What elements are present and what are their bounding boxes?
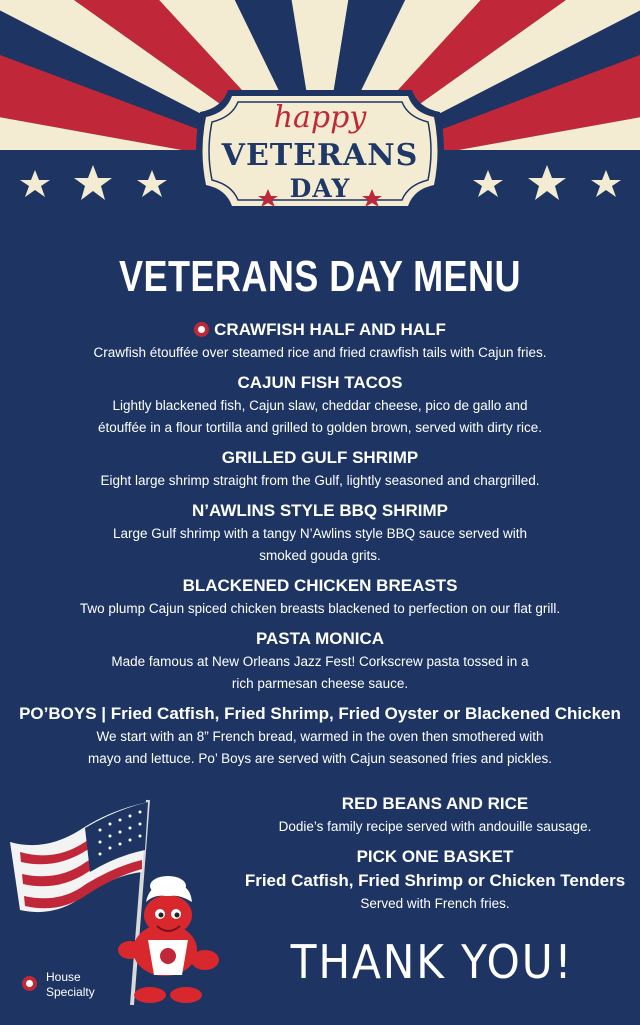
thank-you-text: THANK YOU! — [290, 935, 574, 989]
item-name: GRILLED GULF SHRIMP — [221, 448, 419, 467]
item-desc: rich parmesan cheese sauce. — [231, 676, 409, 691]
item-name: PICK ONE BASKET — [356, 847, 514, 866]
item-desc: smoked gouda grits. — [259, 548, 381, 563]
menu-item — [0, 446, 640, 492]
legend-line-1: House — [46, 970, 81, 984]
item-desc: étouffée in a flour tortilla and grilled to golden brown, served with dirty rice. — [98, 420, 542, 435]
item-desc: Large Gulf shrimp with a tangy N’Awlins style BBQ sauce served with — [113, 526, 527, 541]
item-subname: Fried Catfish, Fried Shrimp or Chicken Tenders — [244, 871, 626, 890]
item-name: RED BEANS AND RICE — [341, 794, 529, 813]
item-desc: mayo and lettuce. Po’ Boys are served with Cajun seasoned fries and pickles. — [88, 751, 552, 766]
house-specialty-icon — [22, 976, 37, 991]
item-desc: Dodie’s family recipe served with andouille sausage. — [278, 819, 592, 834]
item-desc: Made famous at New Orleans Jazz Fest! Corkscrew pasta tossed in a — [111, 654, 529, 669]
badge-veterans: VETERANS — [221, 138, 419, 173]
item-name: N’AWLINS STYLE BBQ SHRIMP — [192, 501, 448, 520]
item-name: PASTA MONICA — [255, 629, 385, 648]
item-name: CRAWFISH HALF AND HALF — [214, 320, 446, 339]
item-desc: Crawfish étouffée over steamed rice and fried crawfish tails with Cajun fries. — [93, 345, 547, 360]
item-name: BLACKENED CHICKEN BREASTS — [182, 576, 458, 595]
item-name: CAJUN FISH TACOS — [237, 373, 403, 392]
menu-title: VETERANS DAY MENU — [119, 252, 521, 301]
menu-item — [0, 318, 640, 364]
item-desc: Lightly blackened fish, Cajun slaw, cheddar cheese, pico de gallo and — [112, 398, 528, 413]
menu-item — [240, 845, 630, 915]
right-menu-items — [240, 792, 630, 922]
legend — [22, 970, 95, 1000]
item-desc: Served with French fries. — [360, 896, 510, 911]
badge-day: DAY — [289, 174, 351, 203]
item-desc: Two plump Cajun spiced chicken breasts blackened to perfection on our flat grill. — [79, 601, 561, 616]
item-name: PO’BOYS | Fried Catfish, Fried Shrimp, Fried Oyster or Blackened Chicken — [19, 704, 621, 723]
badge — [188, 86, 452, 216]
menu-item — [0, 499, 640, 567]
menu-item — [0, 371, 640, 439]
menu-item — [0, 574, 640, 620]
legend-line-2: Specialty — [46, 985, 95, 999]
menu-items — [0, 318, 640, 777]
menu-item — [0, 702, 640, 770]
item-desc: Eight large shrimp straight from the Gulf, lightly seasoned and chargrilled. — [100, 473, 540, 488]
house-specialty-icon — [194, 322, 209, 337]
badge-happy: happy — [273, 100, 367, 135]
menu-item — [240, 792, 630, 838]
item-desc: We start with an 8” French bread, warmed in the oven then smothered with — [96, 729, 544, 744]
menu-item — [0, 627, 640, 695]
